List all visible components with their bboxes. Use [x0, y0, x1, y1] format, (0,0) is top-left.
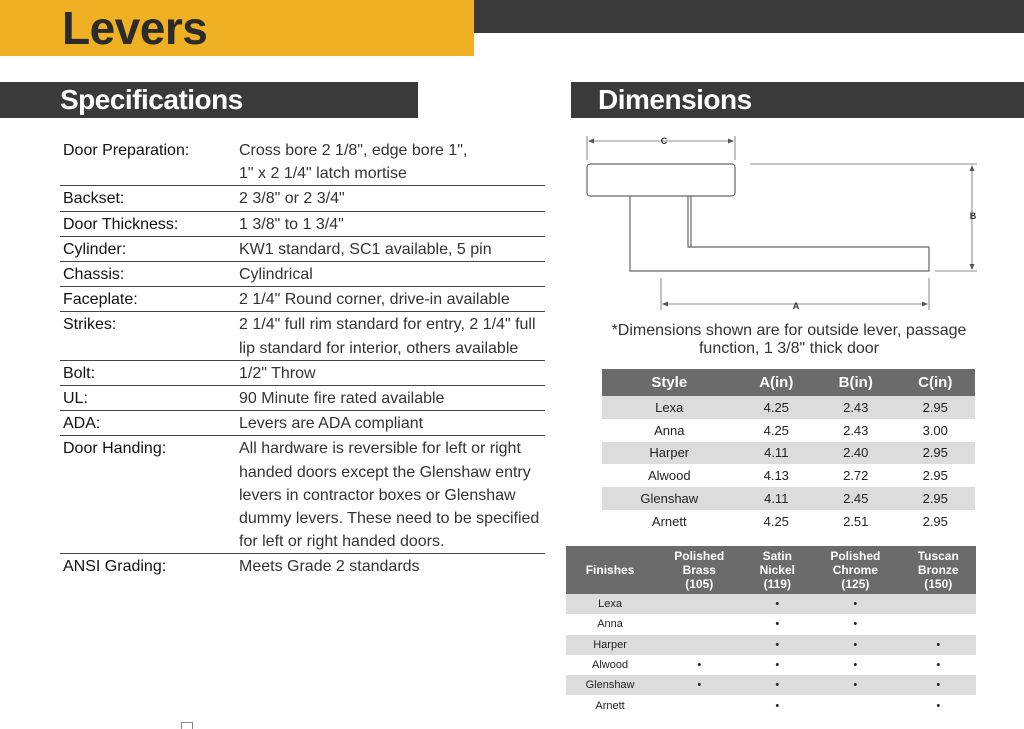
dimensions-cell: 2.43 [816, 396, 895, 419]
spec-label: Door Handing: [63, 440, 167, 458]
spec-value [239, 313, 545, 359]
finishes-style-cell: Lexa [566, 594, 654, 614]
finish-availability-cell: • [901, 695, 976, 715]
dimensions-cell: 2.95 [896, 396, 976, 419]
finish-availability-cell: • [901, 635, 976, 655]
table-row [602, 442, 975, 465]
dimensions-cell: 2.95 [896, 442, 976, 465]
finish-availability-cell: • [654, 675, 744, 695]
finish-availability-cell [654, 614, 744, 634]
dimensions-cell: Alwood [602, 464, 737, 487]
spec-value-line: KW1 standard, SC1 available, 5 pin [239, 240, 492, 258]
spec-row [60, 554, 545, 578]
spec-row [60, 436, 545, 554]
finishes-header-cell [810, 546, 900, 594]
spec-label: Cylinder: [63, 240, 127, 258]
finishes-header-line: Nickel [759, 563, 795, 577]
finishes-header-cell [901, 546, 976, 594]
dimensions-header-cell: C(in) [896, 369, 976, 396]
dimensions-cell: 2.95 [896, 464, 976, 487]
finishes-header-line: (119) [763, 577, 791, 591]
finishes-header-cell [566, 546, 654, 594]
table-row [602, 510, 975, 533]
finishes-header-line: Finishes [585, 563, 635, 577]
lever-handle-shape [630, 196, 929, 271]
spec-row [60, 212, 545, 237]
table-row [602, 487, 975, 510]
dimensions-cell: 4.11 [737, 487, 816, 510]
finish-availability-cell: • [744, 655, 810, 675]
dimensions-cell: 4.25 [737, 396, 816, 419]
spec-label: ANSI Grading: [63, 558, 167, 576]
finishes-style-cell: Arnett [566, 695, 654, 715]
finish-availability-cell: • [654, 655, 744, 675]
finishes-header-line: Polished [830, 549, 881, 563]
spec-row [60, 186, 545, 211]
spec-label: Chassis: [63, 266, 125, 284]
dimensions-note [604, 322, 974, 358]
dimensions-cell: Lexa [602, 396, 737, 419]
finishes-header-line: (105) [685, 577, 714, 591]
title-banner [0, 0, 474, 56]
spec-value [239, 387, 545, 410]
lever-rose-shape [587, 164, 735, 196]
spec-value [239, 139, 545, 185]
spec-value-line: dummy levers. These need to be specified [239, 510, 540, 528]
finish-availability-cell [654, 635, 744, 655]
spec-value-line: handed doors except the Glenshaw entry [239, 463, 531, 481]
table-row [566, 614, 976, 634]
finish-availability-cell: • [810, 675, 900, 695]
finish-availability-cell [810, 695, 900, 715]
table-row [566, 695, 976, 715]
spec-value [239, 362, 545, 385]
dimensions-cell: 2.40 [816, 442, 895, 465]
spec-value [239, 288, 545, 311]
spec-value-line: 1/2" Throw [239, 364, 316, 382]
specifications-heading: Specifications [60, 84, 243, 115]
dimensions-cell: 2.95 [896, 510, 976, 533]
dimensions-table [602, 369, 975, 533]
table-row [602, 464, 975, 487]
spec-value-line: Levers are ADA compliant [239, 415, 424, 433]
spec-value-line: for left or right handed doors. [239, 533, 445, 551]
dimensions-cell: 4.11 [737, 442, 816, 465]
spec-row [60, 411, 545, 436]
spec-value [239, 412, 545, 435]
spec-row [60, 262, 545, 287]
spec-label: Door Thickness: [63, 215, 179, 233]
dimensions-cell: 4.25 [737, 510, 816, 533]
dimension-label-c: C [660, 136, 668, 146]
spec-value-line: 2 1/4" Round corner, drive-in available [239, 291, 510, 309]
finish-availability-cell [901, 594, 976, 614]
spec-label: Faceplate: [63, 291, 138, 309]
dimensions-header-cell: B(in) [816, 369, 895, 396]
finishes-header-line: (125) [841, 577, 870, 591]
specifications-table [60, 138, 545, 579]
spec-label: ADA: [63, 415, 101, 433]
finishes-header-line: Tuscan [917, 549, 959, 563]
table-row [566, 635, 976, 655]
spec-value [239, 263, 545, 286]
dimensions-heading: Dimensions [598, 84, 752, 115]
spec-value [239, 213, 545, 236]
dimensions-cell: Arnett [602, 510, 737, 533]
spec-label: Backset: [63, 190, 125, 208]
spec-row [60, 287, 545, 312]
finish-availability-cell [901, 614, 976, 634]
finishes-style-cell: Harper [566, 635, 654, 655]
dimensions-header-cell: A(in) [737, 369, 816, 396]
dimensions-cell: 4.13 [737, 464, 816, 487]
finishes-header-line: Satin [762, 549, 792, 563]
finish-availability-cell: • [744, 695, 810, 715]
spec-value-line: levers in contractor boxes or Glenshaw [239, 486, 516, 504]
table-row [566, 594, 976, 614]
finish-availability-cell: • [810, 614, 900, 634]
finishes-header-line: (150) [924, 577, 953, 591]
finishes-header-line: Polished [674, 549, 725, 563]
page-title: Levers [62, 2, 208, 54]
spec-value [239, 238, 545, 261]
dimensions-cell: 2.45 [816, 487, 895, 510]
finishes-style-cell: Anna [566, 614, 654, 634]
finish-availability-cell [654, 695, 744, 715]
dimension-label-b: B [969, 211, 977, 221]
finish-availability-cell: • [810, 635, 900, 655]
spec-value [239, 555, 545, 578]
finishes-header-line: Chrome [832, 563, 879, 577]
finishes-table [566, 546, 976, 716]
table-row [566, 675, 976, 695]
spec-value-line: lip standard for interior, others available [239, 339, 519, 357]
table-row [602, 419, 975, 442]
dimensions-heading-bar [571, 82, 1024, 118]
spec-value-line: 90 Minute fire rated available [239, 390, 445, 408]
table-row [566, 655, 976, 675]
finish-availability-cell: • [744, 635, 810, 655]
lever-dimension-diagram [575, 126, 985, 316]
dimensions-cell: Glenshaw [602, 487, 737, 510]
dimensions-cell: 3.00 [896, 419, 976, 442]
dimensions-cell: 2.43 [816, 419, 895, 442]
finish-availability-cell: • [744, 614, 810, 634]
finish-availability-cell: • [901, 655, 976, 675]
specifications-heading-bar [0, 82, 418, 118]
finish-availability-cell: • [744, 594, 810, 614]
spec-value [239, 437, 545, 553]
finishes-header-line: Bronze [917, 563, 959, 577]
spec-value-line: Cylindrical [239, 266, 313, 284]
finish-availability-cell: • [744, 675, 810, 695]
dimensions-note-line: *Dimensions shown are for outside lever, passage [611, 322, 967, 339]
table-row [602, 396, 975, 419]
spec-value-line: 2 3/8" or 2 3/4" [239, 190, 345, 208]
spec-value [239, 187, 545, 210]
dimensions-cell: 2.95 [896, 487, 976, 510]
finishes-header-line: Brass [682, 563, 716, 577]
finishes-style-cell: Alwood [566, 655, 654, 675]
spec-label: Bolt: [63, 364, 96, 382]
finishes-style-cell: Glenshaw [566, 675, 654, 695]
dimensions-note-line: function, 1 3/8" thick door [698, 340, 879, 357]
spec-row [60, 386, 545, 411]
finishes-header-cell [654, 546, 744, 594]
dimensions-cell: Harper [602, 442, 737, 465]
spec-value-line: Cross bore 2 1/8", edge bore 1", [239, 142, 468, 159]
spec-value-line: 1" x 2 1/4" latch mortise [239, 165, 407, 183]
spec-label: Strikes: [63, 316, 117, 334]
dimensions-cell: 4.25 [737, 419, 816, 442]
spec-row [60, 138, 545, 186]
finishes-header-cell [744, 546, 810, 594]
spec-row [60, 312, 545, 360]
finish-availability-cell: • [810, 594, 900, 614]
finish-availability-cell [654, 594, 744, 614]
spec-value-line: 1 3/8" to 1 3/4" [239, 215, 344, 233]
finish-availability-cell: • [810, 655, 900, 675]
finish-availability-cell: • [901, 675, 976, 695]
spec-value-line: 2 1/4" full rim standard for entry, 2 1/4" full [239, 316, 536, 334]
spec-value-line: Meets Grade 2 standards [239, 558, 420, 576]
page-corner-mark [181, 722, 193, 729]
dimensions-cell: Anna [602, 419, 737, 442]
spec-value-line: All hardware is reversible for left or right [239, 440, 521, 458]
dimensions-cell: 2.51 [816, 510, 895, 533]
spec-label: Door Preparation: [63, 142, 190, 159]
dimensions-cell: 2.72 [816, 464, 895, 487]
dimension-label-a: A [792, 301, 800, 311]
spec-row [60, 237, 545, 262]
spec-label: UL: [63, 390, 88, 408]
header-dark-bar [474, 0, 1024, 33]
dimensions-header-cell: Style [602, 369, 737, 396]
spec-row [60, 361, 545, 386]
